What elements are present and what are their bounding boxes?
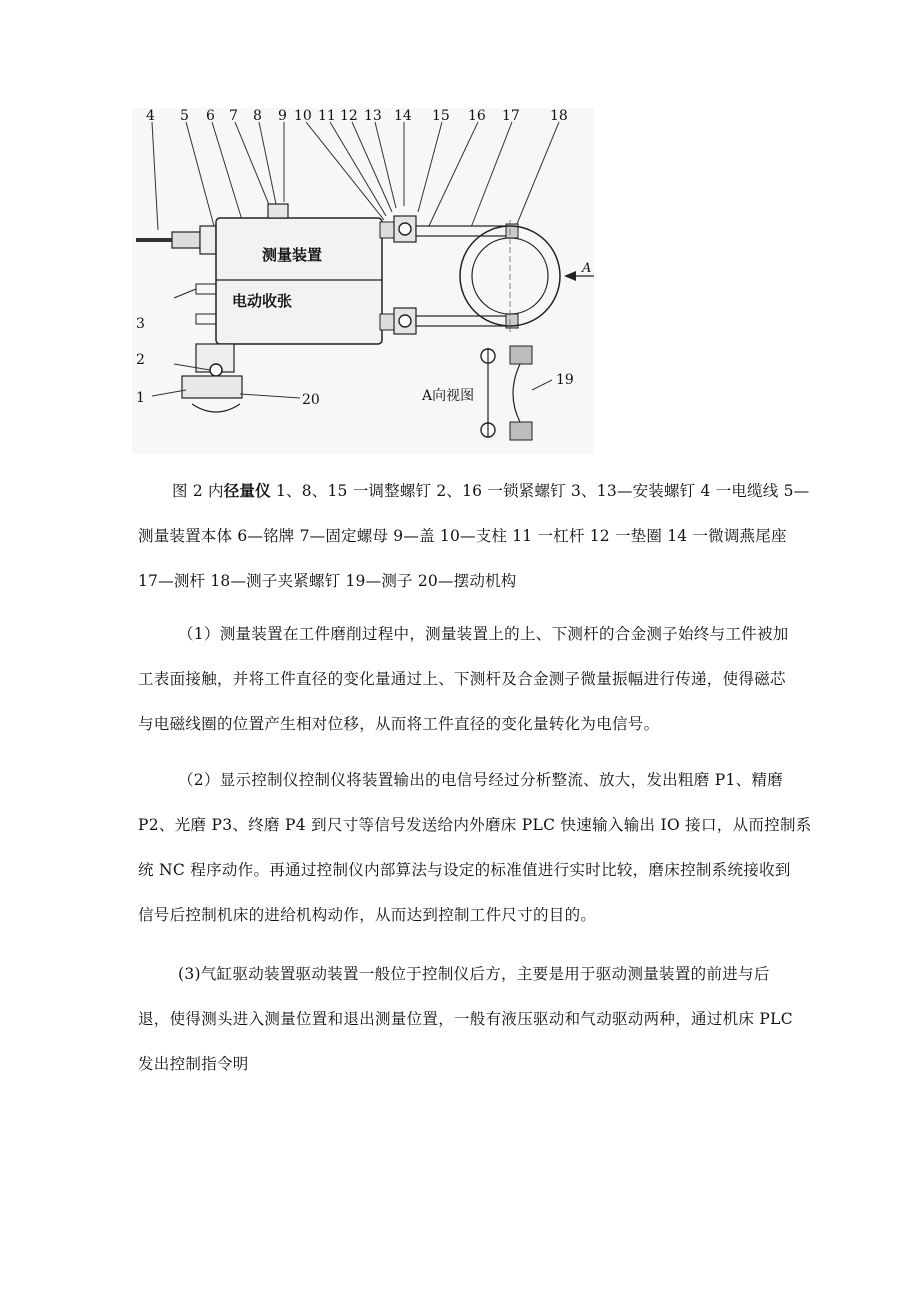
lower-rod bbox=[416, 316, 508, 326]
part-number: 6 bbox=[206, 108, 215, 124]
part-number: 17 bbox=[502, 108, 520, 124]
part-number: 5 bbox=[180, 108, 189, 124]
paragraph-line: (3)气缸驱动装置驱动装置一般位于控制仪后方，主要是用于驱动测量装置的前进与后 bbox=[178, 965, 770, 983]
part-number: 14 bbox=[394, 108, 412, 124]
diagram-svg bbox=[132, 108, 594, 454]
part-number: 2 bbox=[136, 352, 145, 368]
caption-bold: 径量仪 bbox=[223, 481, 271, 500]
part-number: 3 bbox=[136, 316, 145, 332]
paragraph-line: 信号后控制机床的进给机构动作，从而达到控制工件尺寸的目的。 bbox=[138, 906, 597, 924]
part-number: 4 bbox=[146, 108, 155, 124]
paragraph-line: 与电磁线圈的位置产生相对位移，从而将工件直径的变化量转化为电信号。 bbox=[138, 715, 660, 733]
caption-line: 测量装置本体 6—铭牌 7—固定螺母 9—盖 10—支柱 11 一杠杆 12 一垫圈 14 一微调燕尾座 bbox=[138, 527, 787, 545]
paragraph-line: 发出控制指令明 bbox=[138, 1055, 249, 1073]
part-number: 18 bbox=[550, 108, 568, 124]
part-number: 19 bbox=[556, 372, 574, 388]
part-number: 15 bbox=[432, 108, 450, 124]
cable-nut bbox=[200, 226, 216, 254]
paragraph-line: P2、光磨 P3、终磨 P4 到尺寸等信号发送给内外磨床 PLC 快速输入输出 IO 接口，从而控制系 bbox=[138, 816, 812, 834]
instrument-diagram bbox=[132, 108, 594, 454]
upper-pillar bbox=[380, 222, 394, 238]
part-number: 12 bbox=[340, 108, 358, 124]
lower-pillar bbox=[380, 314, 394, 330]
part-number: 13 bbox=[364, 108, 382, 124]
arrow-label: A bbox=[582, 261, 592, 276]
view-probe-bottom bbox=[510, 422, 532, 440]
paragraph-line: 退，使得测头进入测量位置和退出测量位置，一般有液压驱动和气动驱动两种，通过机床 PLC bbox=[138, 1010, 793, 1028]
paragraph-2 bbox=[138, 758, 812, 938]
part-number: 7 bbox=[229, 108, 238, 124]
caption-line bbox=[138, 468, 810, 514]
caption-line: 17—测杆 18—测子夹紧螺钉 19—测子 20—摆动机构 bbox=[138, 572, 517, 590]
paragraph-line: （1）测量装置在工件磨削过程中，测量装置上的上、下测杆的合金测子始终与工件被加 bbox=[178, 625, 789, 643]
part-number: 1 bbox=[136, 390, 145, 406]
adjust-screw bbox=[210, 364, 222, 376]
figure-caption bbox=[138, 468, 810, 604]
part-number: 11 bbox=[318, 108, 336, 124]
caption-prefix: 图 2 内 bbox=[172, 482, 224, 500]
cap-block bbox=[268, 204, 288, 218]
part-number: 10 bbox=[294, 108, 312, 124]
paragraph-3 bbox=[138, 952, 793, 1087]
part-number: 16 bbox=[468, 108, 486, 124]
body-label-top: 测量装置 bbox=[262, 246, 323, 264]
part-number: 20 bbox=[302, 392, 320, 408]
part-number: 8 bbox=[253, 108, 262, 124]
part-number: 9 bbox=[278, 108, 287, 124]
paragraph-line: （2）显示控制仪控制仪将装置输出的电信号经过分析整流、放大，发出粗磨 P1、精磨 bbox=[178, 771, 784, 789]
paragraph-1 bbox=[138, 612, 789, 747]
swing-mechanism bbox=[182, 376, 242, 398]
paragraph-line: 工表面接触，并将工件直径的变化量通过上、下测杆及合金测子微量振幅进行传递，使得磁芯 bbox=[138, 670, 786, 688]
upper-rod bbox=[416, 226, 508, 236]
body-label-bottom: 电动收张 bbox=[232, 292, 293, 310]
caption-rest: 1、8、15 一调整螺钉 2、16 一锁紧螺钉 3、13—安装螺钉 4 一电缆线 5— bbox=[270, 482, 810, 500]
cable-gland bbox=[172, 232, 200, 248]
view-probe-top bbox=[510, 346, 532, 364]
view-label: A向视图 bbox=[422, 388, 475, 404]
measuring-body bbox=[216, 218, 382, 344]
paragraph-line: 统 NC 程序动作。再通过控制仪内部算法与设定的标准值进行实时比较，磨床控制系统接收到 bbox=[138, 861, 791, 879]
